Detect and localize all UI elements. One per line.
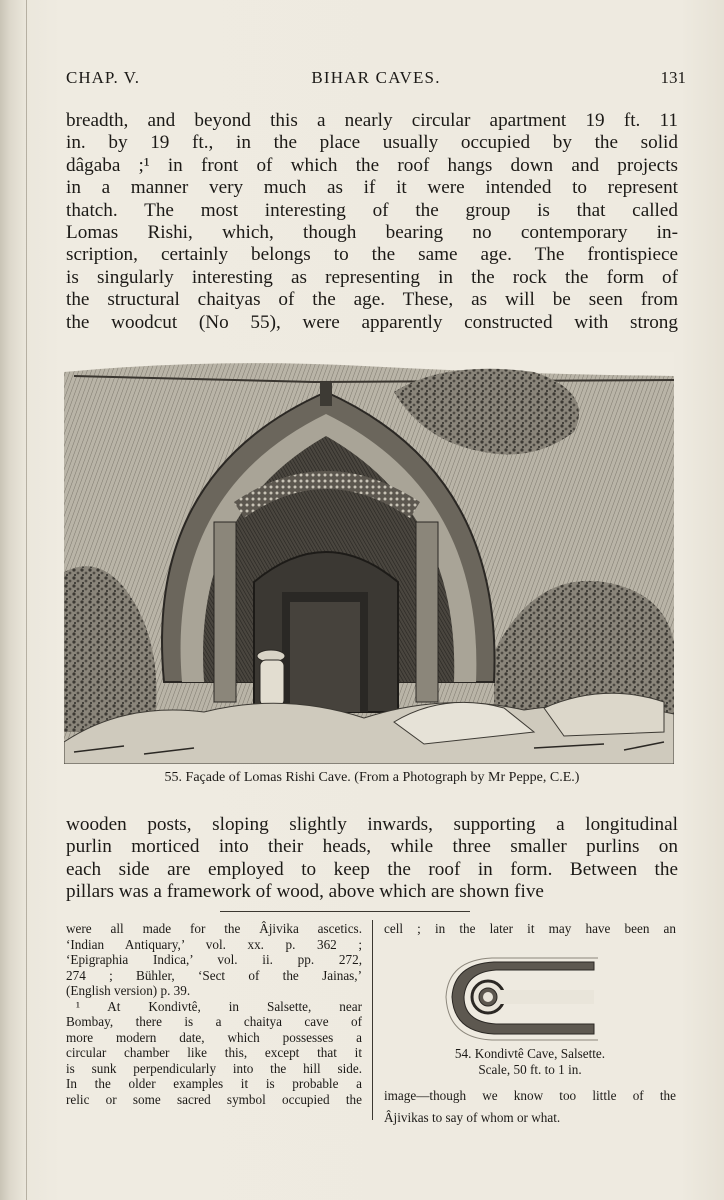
text-line: wooden posts, sloping slightly inwards, supporting a longitudinal <box>66 814 678 835</box>
footnote-line: In the older examples it is probable a <box>66 1076 362 1091</box>
text-line: the structural chaityas of the age. These, as will be seen from <box>66 289 678 311</box>
chapter-label: CHAP. V. <box>66 68 140 87</box>
footnote-line: Âjivikas to say of whom or what. <box>384 1110 561 1126</box>
footnote-line: ¹ At Kondivtê, in Salsette, near <box>76 998 362 1014</box>
text-line: in. by 19 ft., in the place usually occupied by the solid <box>66 132 678 154</box>
text-line: dâgaba ;¹ in front of which the roof hangs down and projects <box>66 154 678 176</box>
lomas-rishi-illustration <box>64 352 674 764</box>
figure-caption: 55. Façade of Lomas Rishi Cave. (From a Photograph by Mr Peppe, C.E.) <box>164 770 580 785</box>
footnote-line: more modern date, which possesses a <box>66 1029 362 1045</box>
footnote-right-bottom <box>384 1088 676 1133</box>
footnote-line: (English version) p. 39. <box>66 983 191 998</box>
paragraph-top <box>66 110 678 334</box>
footnote-line: image—though we know too little of the <box>384 1088 676 1103</box>
text-line: thatch. The most interesting of the group is that called <box>66 199 678 221</box>
text-line: each side are employed to keep the roof in form. Between the <box>66 858 678 880</box>
kondivte-plan-illustration <box>444 952 604 1042</box>
text-line: is singularly interesting as representing in the rock the form of <box>66 266 678 288</box>
text-line: pillars was a framework of wood, above which are shown five <box>66 881 544 903</box>
text-line: scription, certainly belongs to the same age. The frontispiece <box>66 244 678 266</box>
small-caption-title: 54. Kondivtê Cave, Salsette. <box>454 1046 606 1061</box>
small-caption-scale: Scale, 50 ft. to 1 in. <box>478 1061 582 1077</box>
footnote-line: ‘Indian Antiquary,’ vol. xx. p. 362 ; <box>66 936 362 952</box>
footnote-line: 274 ; Bühler, ‘Sect of the Jainas,’ <box>66 967 362 983</box>
page-number: 131 <box>660 68 686 87</box>
footnote-left-column <box>66 921 362 1107</box>
text-line: the woodcut (No 55), were apparently constructed with strong <box>66 311 678 333</box>
running-head <box>66 68 686 94</box>
footnote-right-column <box>384 921 676 937</box>
footnote-line: circular chamber like this, except that it <box>66 1045 362 1060</box>
footnote-rule <box>220 911 470 912</box>
running-title: BIHAR CAVES. <box>311 68 441 87</box>
footnote-line: relic or some sacred symbol occupied the <box>66 1091 362 1107</box>
footnote-line: were all made for the Âjivika ascetics. <box>66 921 362 936</box>
text-line: purlin morticed into their heads, while three smaller purlins on <box>66 836 678 858</box>
gutter-line <box>26 0 27 1200</box>
text-line: Lomas Rishi, which, though bearing no contemporary in- <box>66 221 678 243</box>
footnote-line: is sunk perpendicularly into the hill side. <box>66 1060 362 1076</box>
text-line: breadth, and beyond this a nearly circular apartment 19 ft. 11 <box>66 110 678 131</box>
footnote-line: Bombay, there is a chaitya cave of <box>66 1014 362 1029</box>
footnote-line: cell ; in the later it may have been an <box>384 921 676 936</box>
small-figure-caption <box>384 1046 676 1077</box>
column-divider <box>372 920 373 1120</box>
paragraph-bottom <box>66 814 678 904</box>
footnote-line: ‘Epigraphia Indica,’ vol. ii. pp. 272, <box>66 952 362 967</box>
text-line: in a manner very much as if it were intended to represent <box>66 177 678 199</box>
